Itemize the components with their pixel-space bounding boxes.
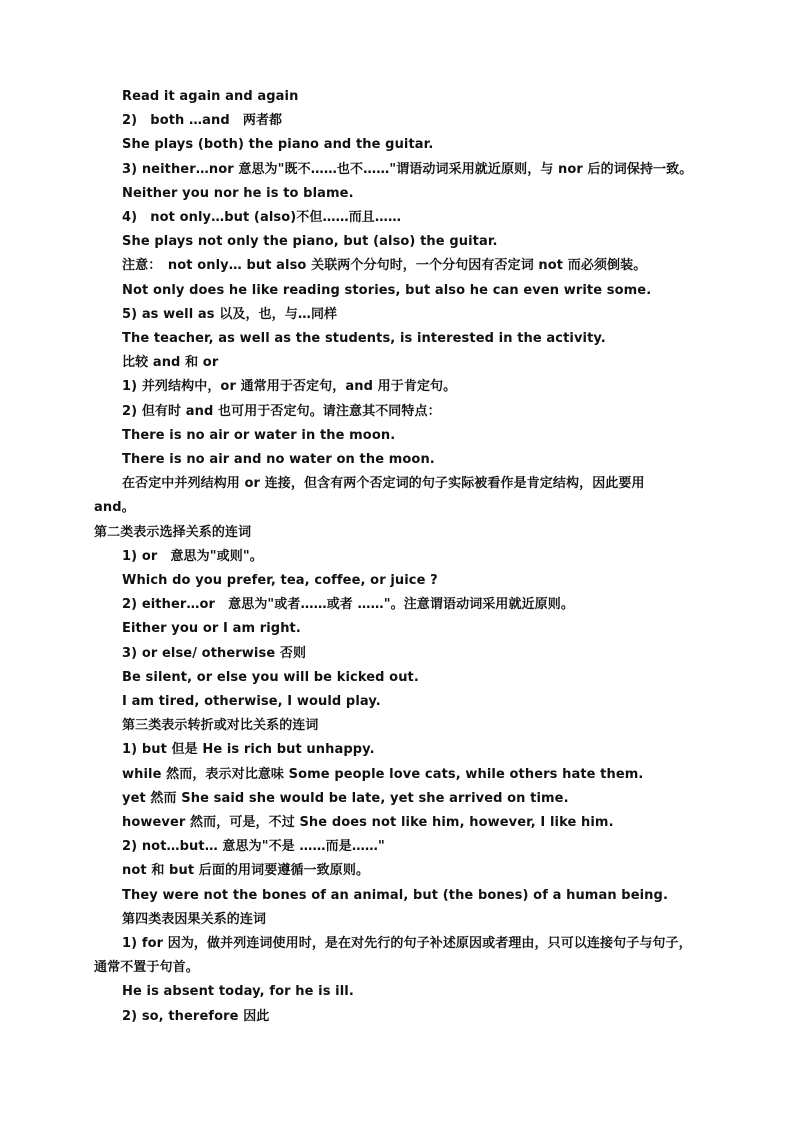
text-line: yet 然而 She said she would be late, yet she arrived on time. <box>122 791 569 806</box>
text-line: 1) for 因为，做并列连词使用时，是在对先行的句子补述原因或者理由，只可以连接句子与句子， <box>122 936 692 951</box>
text-line: She plays not only the piano, but (also) the guitar. <box>122 234 498 249</box>
text-line: 2) either…or 意思为"或者……或者 ……"。注意谓语动词采用就近原则。 <box>122 597 574 612</box>
text-line: 2) both …and 两者都 <box>122 113 283 128</box>
text-line: 在否定中并列结构用 or 连接，但含有两个否定词的句子实际被看作是肯定结构，因此要用 <box>122 476 645 491</box>
text-line: 比较 and 和 or <box>122 355 219 370</box>
text-line: She plays (both) the piano and the guitar. <box>122 137 434 152</box>
text-line: while 然而，表示对比意味 Some people love cats, while others hate them. <box>122 767 644 782</box>
text-line: Read it again and again <box>122 89 299 104</box>
text-line: Not only does he like reading stories, but also he can even write some. <box>122 283 652 298</box>
text-line: Neither you nor he is to blame. <box>122 186 354 201</box>
text-line: 5) as well as 以及，也，与…同样 <box>122 307 338 322</box>
text-line: 1) 并列结构中，or 通常用于否定句，and 用于肯定句。 <box>122 379 457 394</box>
text-line: however 然而，可是，不过 She does not like him, however, I like him. <box>122 815 614 830</box>
text-line: 2) 但有时 and 也可用于否定句。请注意其不同特点： <box>122 404 441 419</box>
text-line: There is no air and no water on the moon. <box>122 452 435 467</box>
text-line: They were not the bones of an animal, but (the bones) of a human being. <box>122 888 668 903</box>
text-line: 3) neither…nor 意思为"既不……也不……"谓语动词采用就近原则，与 nor 后的词保持一致。 <box>122 162 693 177</box>
text-line: He is absent today, for he is ill. <box>122 984 354 999</box>
text-line: not 和 but 后面的用词要遵循一致原则。 <box>122 863 370 878</box>
text-line: I am tired, otherwise, I would play. <box>122 694 381 709</box>
section-heading: 第二类表示选择关系的连词 <box>94 525 252 540</box>
text-line: 通常不置于句首。 <box>94 960 199 975</box>
text-line: 4) not only…but (also)不但……而且…… <box>122 210 402 225</box>
text-line: Which do you prefer, tea, coffee, or juice ? <box>122 573 438 588</box>
section-heading: 第三类表示转折或对比关系的连词 <box>122 718 319 733</box>
text-line: 注意： not only… but also 关联两个分句时，一个分句因有否定词 not 而必须倒装。 <box>122 258 647 273</box>
text-line: Either you or I am right. <box>122 621 301 636</box>
text-line: The teacher, as well as the students, is interested in the activity. <box>122 331 606 346</box>
text-line: 2) not…but… 意思为"不是 ……而是……" <box>122 839 385 854</box>
text-line: There is no air or water in the moon. <box>122 428 396 443</box>
text-line: 1) but 但是 He is rich but unhappy. <box>122 742 375 757</box>
text-line: 2) so, therefore 因此 <box>122 1009 270 1024</box>
text-line: and。 <box>94 500 135 515</box>
text-line: 3) or else/ otherwise 否则 <box>122 646 307 661</box>
text-line: 1) or 意思为"或则"。 <box>122 549 263 564</box>
text-line: Be silent, or else you will be kicked out. <box>122 670 419 685</box>
section-heading: 第四类表因果关系的连词 <box>122 912 267 927</box>
